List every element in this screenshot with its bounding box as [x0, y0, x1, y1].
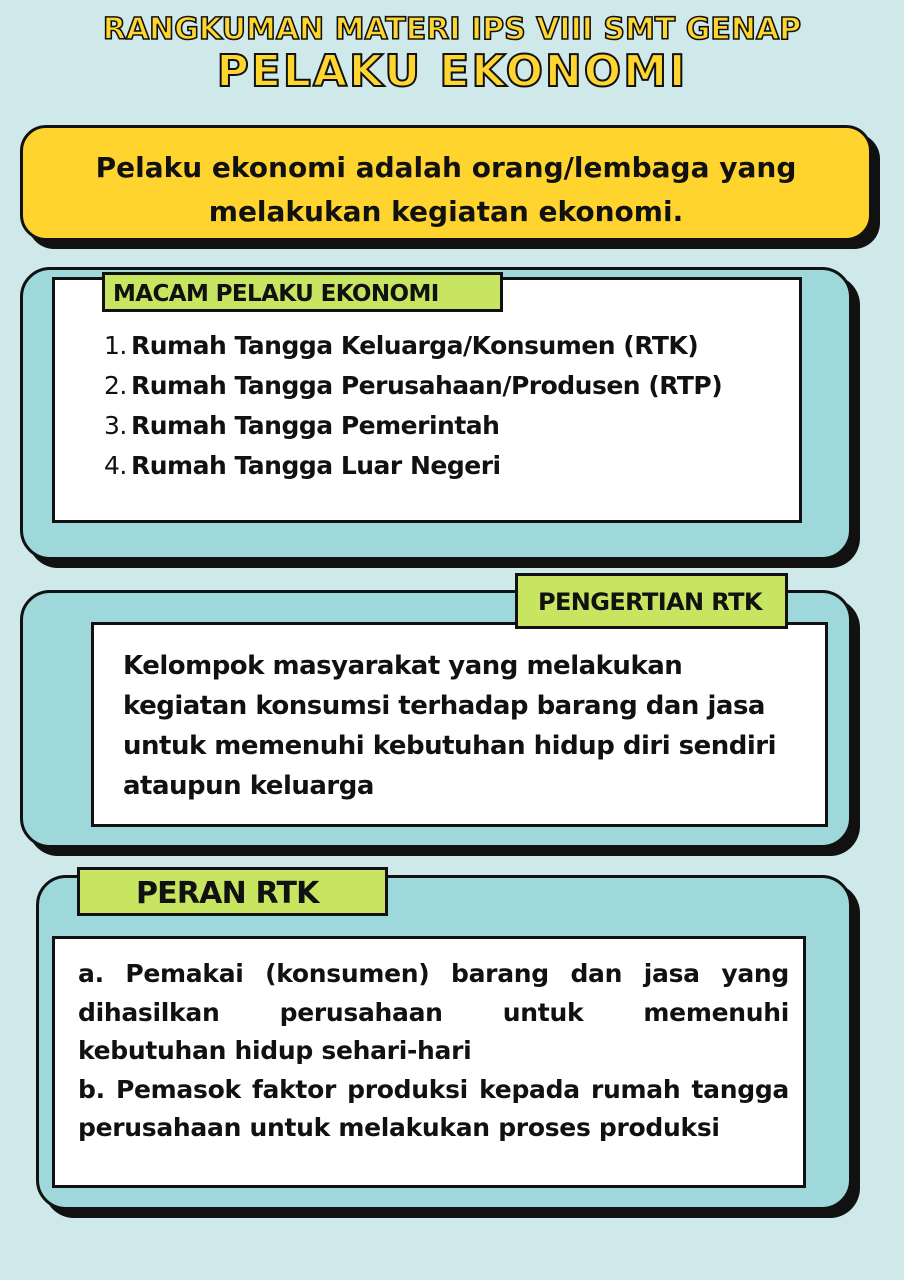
title-line-1: RANGKUMAN MATERI IPS VIII SMT GENAP [102, 12, 802, 47]
definition-card [20, 125, 872, 241]
list-number: 2. [104, 371, 127, 400]
list-item [104, 327, 722, 367]
list-item [104, 367, 722, 407]
macam-label: MACAM PELAKU EKONOMI [102, 272, 503, 312]
list-text: Rumah Tangga Keluarga/Konsumen (RTK) [131, 331, 699, 360]
list-number: 4. [104, 451, 127, 480]
list-text: Rumah Tangga Luar Negeri [131, 451, 501, 480]
list-number: 1. [104, 331, 127, 360]
list-item [104, 447, 722, 487]
peran-item-a: a. Pemakai (konsumen) barang dan jasa yang dihasilkan perusahaan untuk memenuhi kebutuhan hidup sehari-hari [78, 959, 789, 1065]
macam-list [104, 327, 722, 487]
pengertian-label: PENGERTIAN RTK [515, 573, 788, 629]
definition-line-1: Pelaku ekonomi adalah orang/lembaga yang [95, 151, 797, 184]
peran-label: PERAN RTK [77, 867, 388, 916]
pengertian-text: Kelompok masyarakat yang melakukan kegiatan konsumsi terhadap barang dan jasa untuk memenuhi kebutuhan hidup diri sendiri ataupun keluarga [123, 651, 777, 801]
definition-text [23, 146, 869, 234]
list-text: Rumah Tangga Pemerintah [131, 411, 500, 440]
list-text: Rumah Tangga Perusahaan/Produsen (RTP) [131, 371, 723, 400]
definition-line-2: melakukan kegiatan ekonomi. [208, 195, 684, 228]
page-title: PELAKU EKONOMI [216, 46, 688, 97]
peran-text [78, 955, 789, 1148]
list-number: 3. [104, 411, 127, 440]
list-item [104, 407, 722, 447]
peran-item-b: b. Pemasok faktor produksi kepada rumah tangga perusahaan untuk melakukan proses produksi [78, 1074, 789, 1142]
